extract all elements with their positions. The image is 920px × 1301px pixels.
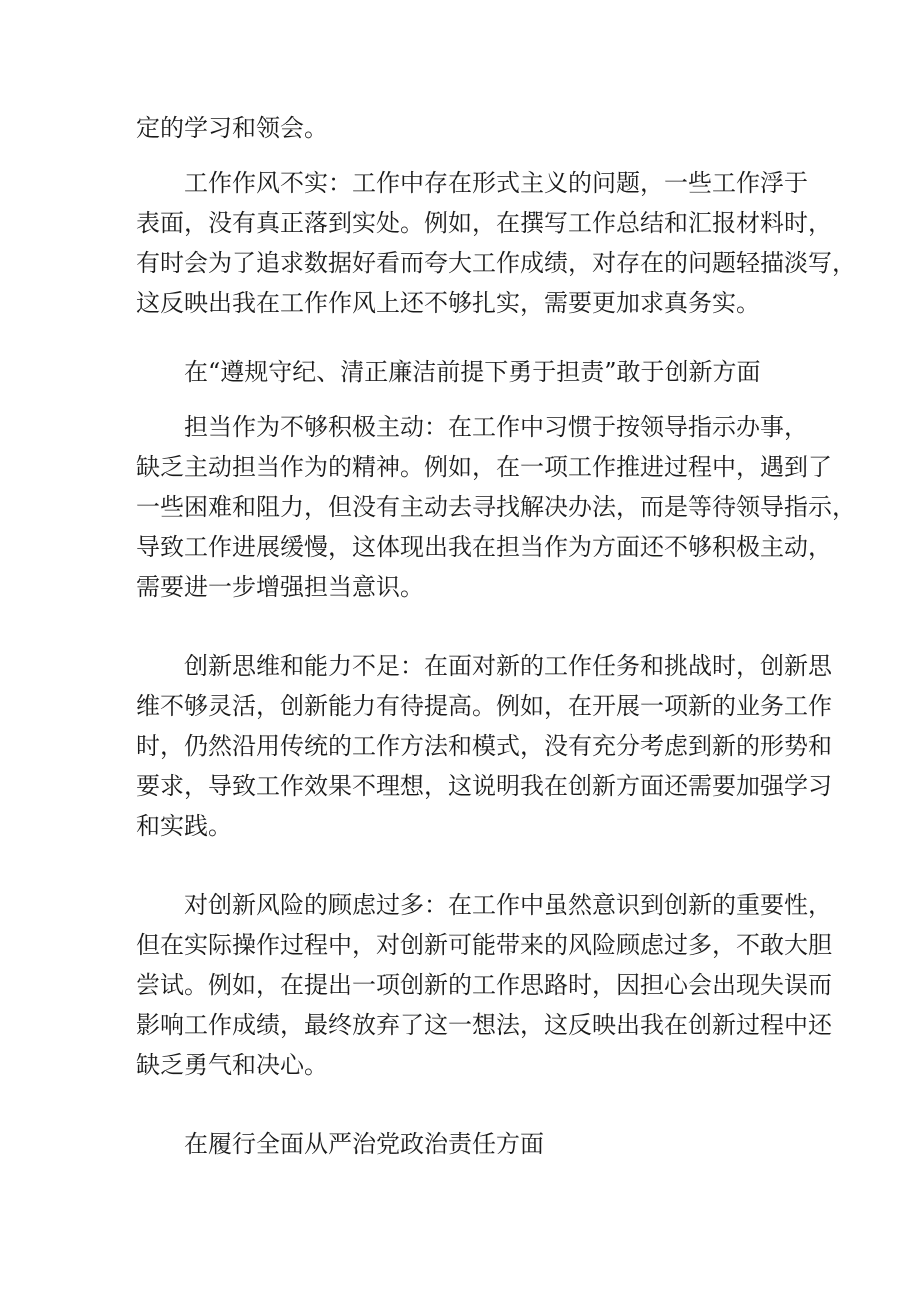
paragraph-innovation-ability	[136, 646, 832, 846]
text-line: 维不够灵活，创新能力有待提高。例如，在开展一项新的业务工作	[136, 692, 832, 720]
text-line: 时，仍然沿用传统的工作方法和模式，没有充分考虑到新的形势和	[136, 732, 832, 760]
text-line: 和实践。	[136, 812, 232, 840]
paragraph-work-style	[136, 163, 856, 323]
text-line: 创新思维和能力不足：在面对新的工作任务和挑战时，创新思	[184, 652, 832, 680]
text-line: 影响工作成绩，最终放弃了这一想法，这反映出我在创新过程中还	[136, 1011, 832, 1039]
text-line: 担当作为不够积极主动：在工作中习惯于按领导指示办事，	[184, 413, 808, 441]
text-line: 导致工作进展缓慢，这体现出我在担当作为方面还不够积极主动，	[136, 533, 832, 561]
section-heading-party-governance	[136, 1124, 792, 1164]
section-heading-innovation	[136, 352, 792, 392]
text-line: 工作作风不实：工作中存在形式主义的问题，一些工作浮于	[184, 169, 808, 197]
text-line: 定的学习和领会。	[136, 114, 328, 142]
text-line: 缺乏主动担当作为的精神。例如，在一项工作推进过程中，遇到了	[136, 453, 832, 481]
paragraph-responsibility	[136, 407, 856, 607]
text-line: 这反映出我在工作作风上还不够扎实，需要更加求真务实。	[136, 289, 760, 317]
paragraph-innovation-risk	[136, 885, 832, 1085]
text-line: 在履行全面从严治党政治责任方面	[184, 1130, 544, 1158]
text-line: 但在实际操作过程中，对创新可能带来的风险顾虑过多，不敢大胆	[136, 931, 832, 959]
text-line: 表面，没有真正落到实处。例如，在撰写工作总结和汇报材料时，	[136, 209, 832, 237]
text-line: 对创新风险的顾虑过多：在工作中虽然意识到创新的重要性，	[184, 891, 832, 919]
text-line: 一些困难和阻力，但没有主动去寻找解决办法，而是等待领导指示，	[136, 493, 856, 521]
text-line: 有时会为了追求数据好看而夸大工作成绩，对存在的问题轻描淡写，	[136, 249, 856, 277]
text-line: 尝试。例如，在提出一项创新的工作思路时，因担心会出现失误而	[136, 971, 832, 999]
text-line: 在“遵规守纪、清正廉洁前提下勇于担责”敢于创新方面	[184, 358, 761, 386]
text-line: 需要进一步增强担当意识。	[136, 573, 424, 601]
text-line: 缺乏勇气和决心。	[136, 1051, 328, 1079]
paragraph-continuation	[136, 108, 792, 148]
text-line: 要求，导致工作效果不理想，这说明我在创新方面还需要加强学习	[136, 772, 832, 800]
